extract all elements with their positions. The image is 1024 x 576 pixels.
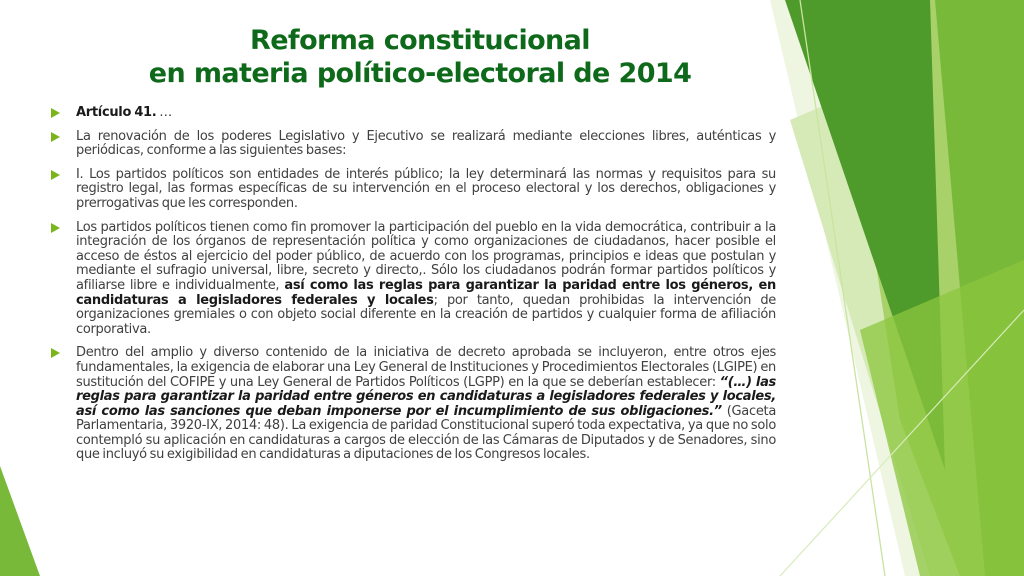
title-line-1: Reforma constitucional <box>250 25 590 56</box>
bullet-paragraph <box>48 168 776 212</box>
left-green-accent <box>0 466 40 576</box>
bullet-paragraph <box>48 221 776 338</box>
text-run: ; por tanto, quedan prohibidas la intervención de organizaciones gremiales o con objeto social diferente en la creación de partidos y cualquier forma de afiliación corporativa. <box>76 292 776 337</box>
paragraph-text <box>76 346 776 463</box>
text-run: Dentro del amplio y diverso contenido de la iniciativa de decreto aprobada se incluyeron, entre otros ejes fundamentales, la exigencia de elaborar una Ley General de Instituciones y Procedimientos Electorales (LGIPE) en sustitución del COFIPE y una Ley General de Partidos Políticos (LGPP) en la que se deberían establecer: <box>76 345 776 390</box>
text-run: … <box>156 105 172 120</box>
bullet-arrow-icon <box>51 132 60 142</box>
paragraph-text <box>76 221 776 338</box>
text-run: Los partidos políticos tienen como fin promover la participación del pueblo en la vida democrática, contribuir a la integración de los órganos de representación política y como organizaciones de ciudadanos, hacer posible el acceso de éstos al ejercicio del poder público, de acuerdo con los programas, principios e ideas que postulan y mediante el sufragio universal, libre, secreto y directo,. Sólo los ciudadanos podrán formar partidos políticos y afiliarse libre e individualmente, <box>76 219 776 293</box>
slide-title <box>60 24 780 90</box>
emphasis-run: así como las reglas para garantizar la paridad entre los géneros, en candidaturas a legisladores federales y locales <box>76 277 776 308</box>
slide-body <box>48 106 776 472</box>
text-run: La renovación de los poderes Legislativo y Ejecutivo se realizará mediante elecciones libres, auténticas y periódicas, conforme a las siguientes bases: <box>76 128 776 159</box>
text-run: I. Los partidos políticos son entidades de interés público; la ley determinará las normas y requisitos para su registro legal, las formas específicas de su intervención en el proceso electoral y los derechos, obligaciones y prerrogativas que les corresponden. <box>76 166 776 211</box>
paragraph-text <box>76 168 776 212</box>
emphasis-run: Artículo 41. <box>76 105 157 120</box>
bullet-arrow-icon <box>51 348 60 358</box>
bullet-paragraph <box>48 130 776 159</box>
emphasis-run: “(…) las reglas para garantizar la paridad entre géneros en candidaturas a legisladores federales y locales, así como las sanciones que deban imponerse por el incumplimiento de sus obligaciones.” <box>76 374 776 419</box>
paragraph-text <box>76 130 776 159</box>
bullet-arrow-icon <box>51 223 60 233</box>
bullet-arrow-icon <box>51 108 60 118</box>
bullet-paragraph <box>48 346 776 463</box>
paragraph-text <box>76 106 776 121</box>
bullet-arrow-icon <box>51 170 60 180</box>
title-line-2: en materia político-electoral de 2014 <box>148 58 692 89</box>
text-run: (Gaceta Parlamentaria, 3920-IX, 2014: 48). La exigencia de paridad Constitucional superó toda expectativa, ya que no solo contempló su aplicación en candidaturas a cargos de elección de las Cámaras de Diputados y de Senadores, sino que incluyó su exigibilidad en candidaturas a diputaciones de los Congresos locales. <box>76 403 776 463</box>
bullet-paragraph <box>48 106 776 121</box>
